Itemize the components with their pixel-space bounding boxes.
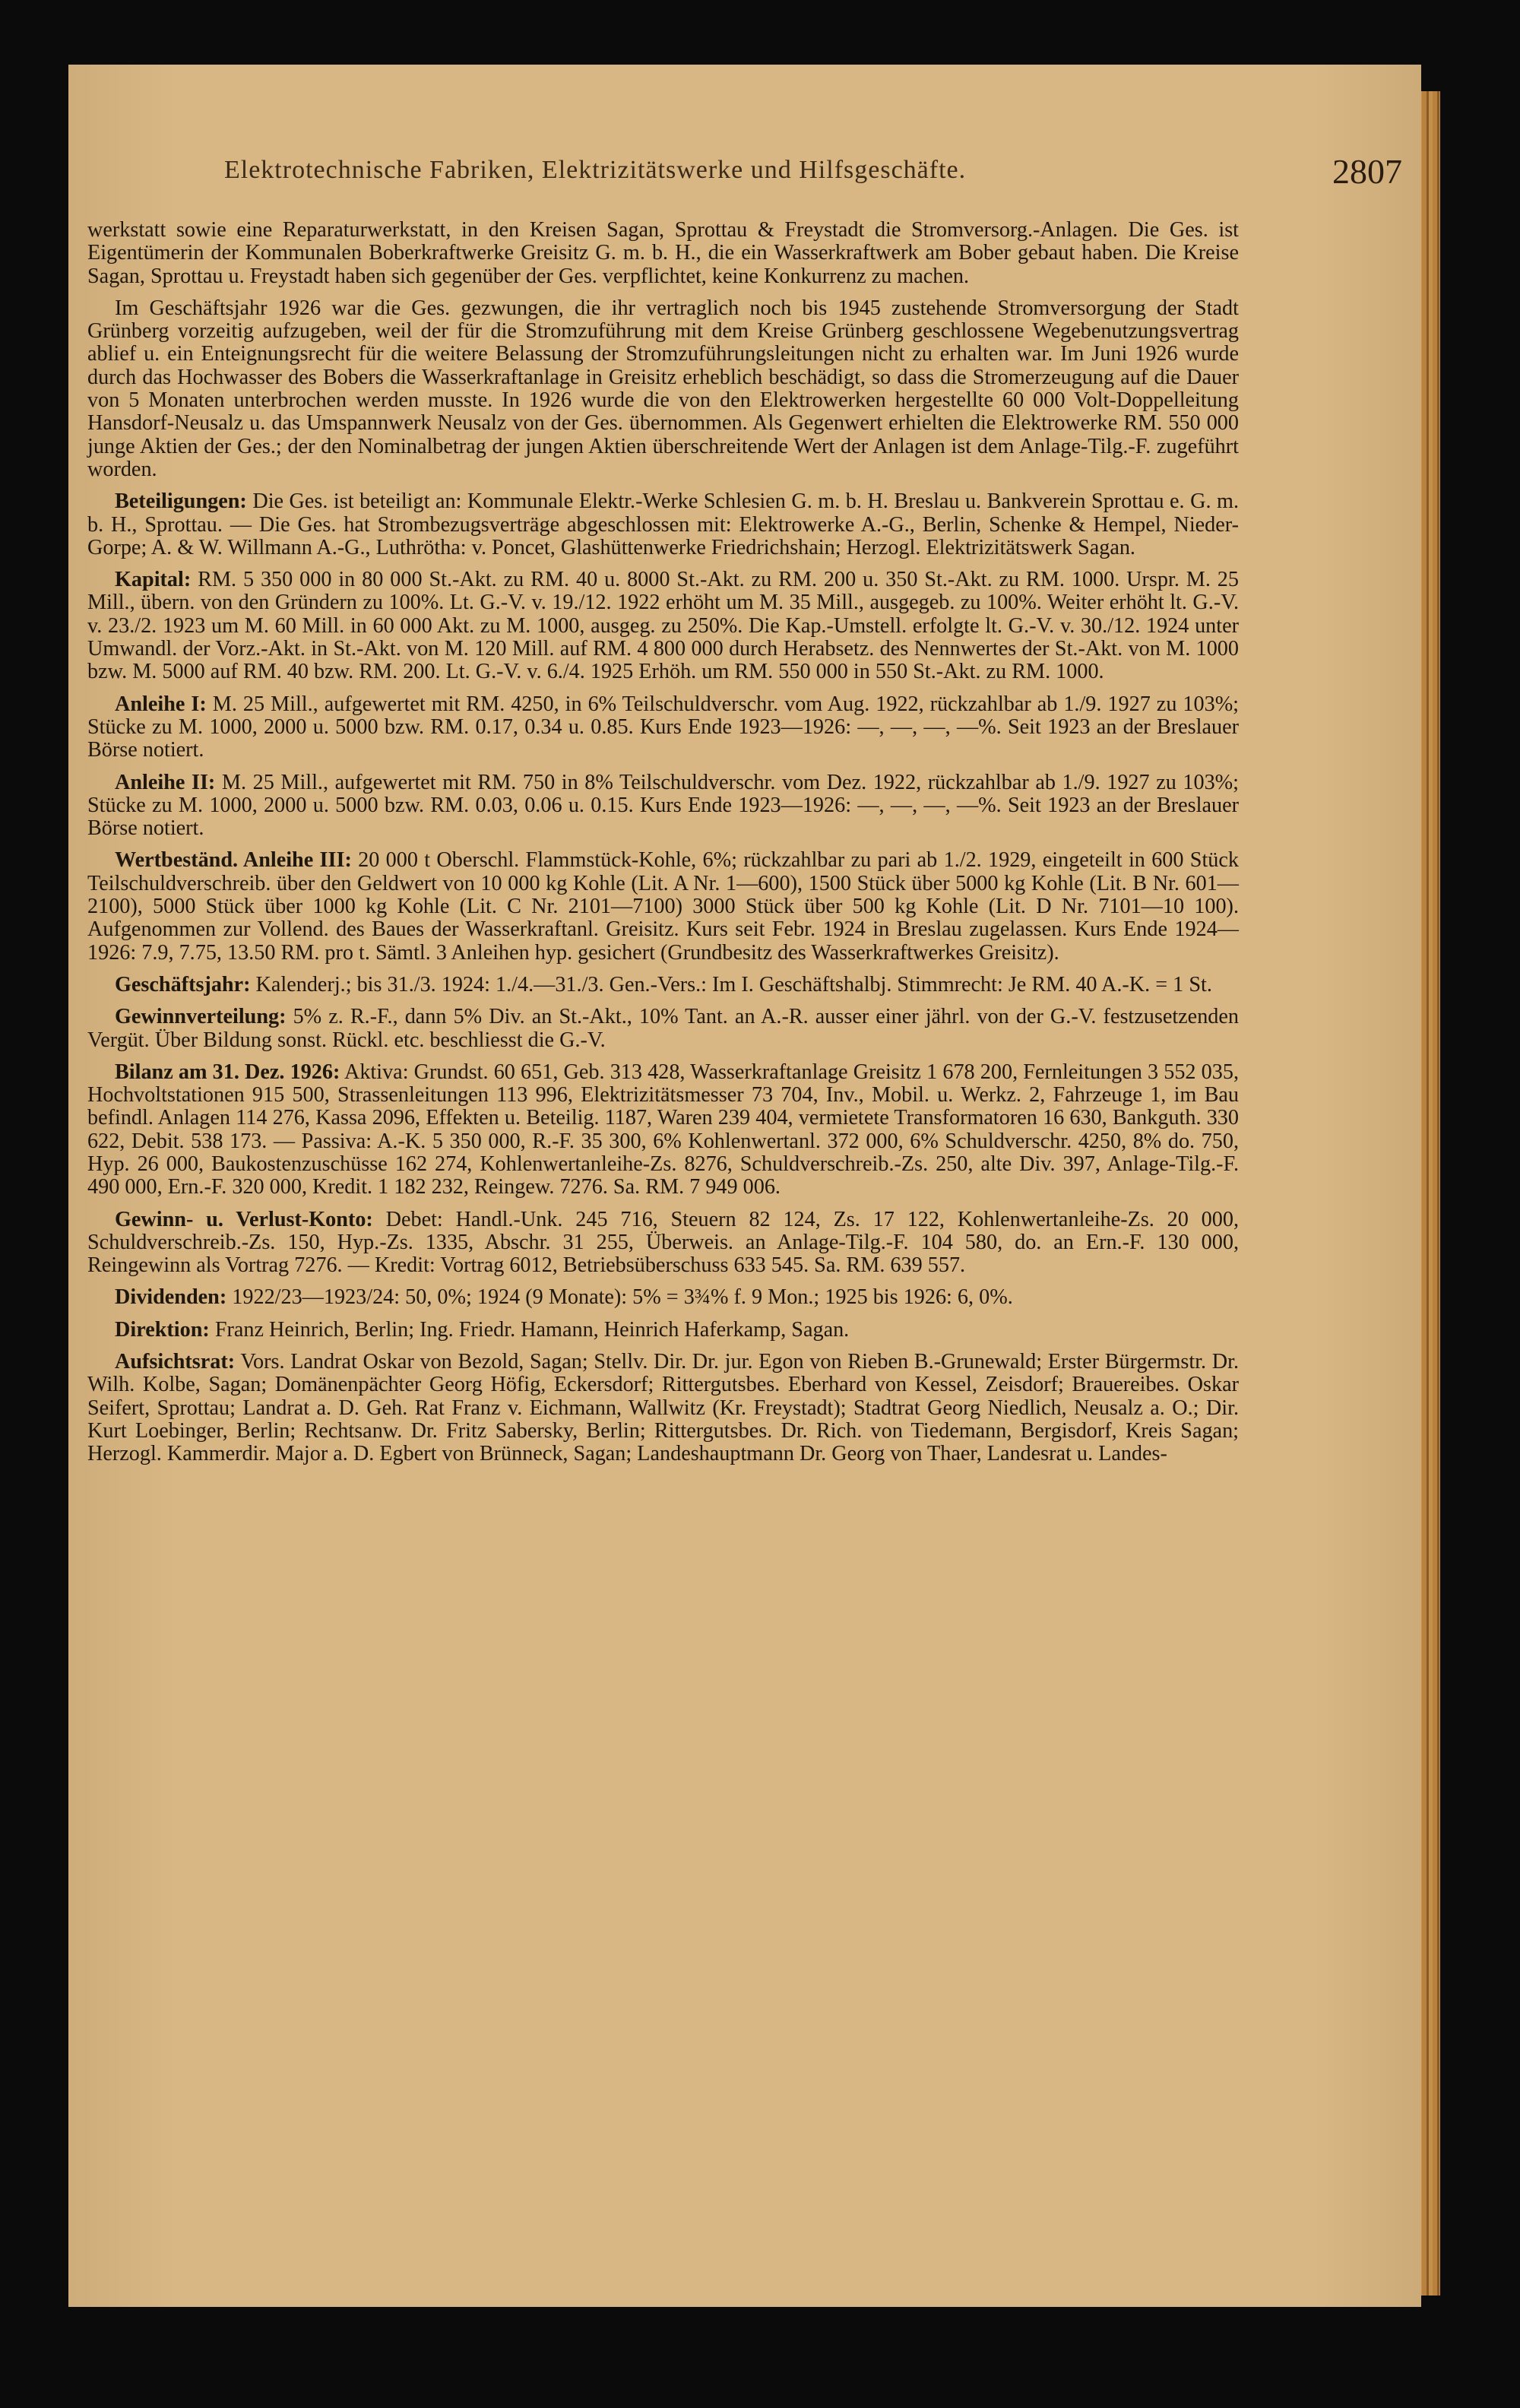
paragraph: Bilanz am 31. Dez. 1926: Aktiva: Grundst. 60 651, Geb. 313 428, Wasserkraftanlage Greisitz 1 678 200, Fernleitungen 3 552 035, Hochvoltstationen 915 500, Strassenleitungen 113 996, Elektrizitätsmesser 73 704, Inv., Mobil. u. Werkz. 2, Fahrzeuge 1, im Bau befindl. Anlagen 114 276, Kassa 2096, Effekten u. Beteilig. 1187, Waren 239 404, vermietete Transformatoren 16 630, Bankguth. 330 622, Debit. 538 173. — Passiva: A.-K. 5 350 000, R.-F. 35 300, 6% Kohlenwertanl. 372 000, 6% Schuldverschr. 4250, 8% do. 750, Hyp. 26 000, Baukostenzuschüsse 162 274, Kohlenwertanleihe-Zs. 8276, Schuldverschreib.-Zs. 250, alte Div. 397, Anlage-Tilg.-F. 490 000, Ern.-F. 320 000, Kredit. 1 182 232, Reingew. 7276. Sa. RM. 7 949 006.	[87, 1060, 1239, 1199]
paragraph: Gewinn- u. Verlust-Konto: Debet: Handl.-Unk. 245 716, Steuern 82 124, Zs. 17 122, Kohlenwertanleihe-Zs. 20 000, Schuldverschreib.-Zs. 150, Hyp.-Zs. 1335, Abschr. 31 255, Überweis. an Anlage-Tilg.-F. 104 580, do. an Ern.-F. 130 000, Reingewinn als Vortrag 7276. — Kredit: Vortrag 6012, Betriebsüberschuss 633 545. Sa. RM. 639 557.	[87, 1207, 1239, 1278]
paragraph: Direktion: Franz Heinrich, Berlin; Ing. Friedr. Hamann, Heinrich Haferkamp, Sagan.	[115, 1317, 850, 1342]
paragraph: Beteiligungen: Die Ges. ist beteiligt an: Kommunale Elektr.-Werke Schlesien G. m. b. H. Breslau u. Bankverein Sprottau e. G. m. b. H., Sprottau. — Die Ges. hat Strombezugsverträge abgeschlossen mit: Elektrowerke A.-G., Berlin, Schenke & Hempel, Nieder-Gorpe; A. & W. Willmann A.-G., Luthrötha: v. Poncet, Glashüttenwerke Friedrichshain; Herzogl. Elektrizitätswerk Sagan.	[87, 490, 1239, 559]
paragraph: werkstatt sowie eine Reparaturwerkstatt, in den Kreisen Sagan, Sprottau & Freystadt die Stromversorg.-Anlagen. Die Ges. ist Eigentümerin der Kommunalen Boberkraftwerke Greisitz G. m. b. H., die ein Wasserkraftwerk am Bober gebaut haben. Die Kreise Sagan, Sprottau u. Freystadt haben sich gegenüber der Ges. verpflichtet, keine Konkurrenz zu machen.	[87, 218, 1239, 288]
paragraph: Im Geschäftsjahr 1926 war die Ges. gezwungen, die ihr vertraglich noch bis 1945 zustehende Stromversorgung der Stadt Grünberg vorzeitig aufzugeben, weil der für die Stromzuführung mit dem Kreise Grünberg geschlossene Wegebenutzungsvertrag ablief u. ein Enteignungsrecht für die weitere Belassung der Stromzuführungsleitungen nicht zu erhalten war. Im Juni 1926 wurde durch das Hochwasser des Bobers die Wasserkraftanlage in Greisitz erheblich beschädigt, so dass die Stromerzeugung auf die Dauer von 5 Monaten unterbrochen werden musste. In 1926 wurde die von den Elektrowerken hergestellte 60 000 Volt-Doppelleitung Hansdorf-Neusalz u. das Umspannwerk Neusalz von der Ges. übernommen. Als Gegenwert erhielten die Elektrowerke RM. 550 000 junge Aktien der Ges.; der den Nominalbetrag der jungen Aktien überschreitende Wert der Anlagen ist dem Anlage-Tilg.-F. zugeführt worden.	[87, 296, 1239, 481]
paragraph: Anleihe I: M. 25 Mill., aufgewertet mit RM. 4250, in 6% Teilschuldverschr. vom Aug. 1922, rückzahlbar ab 1./9. 1927 zu 103%; Stücke zu M. 1000, 2000 u. 5000 bzw. RM. 0.17, 0.34 u. 0.85. Kurs Ende 1923—1926: —, —, —, —%. Seit 1923 an der Breslauer Börse notiert.	[87, 692, 1240, 762]
page-header	[156, 152, 1402, 201]
page-number: 2807	[1332, 152, 1402, 191]
paragraph: Aufsichtsrat: Vors. Landrat Oskar von Bezold, Sagan; Stellv. Dir. Dr. jur. Egon von Rieben B.-Grunewald; Erster Bürgermstr. Dr. Wilh. Kolbe, Sagan; Domänenpächter Georg Höfig, Eckersdorf; Rittergutsbes. Eberhard von Kessel, Zeisdorf; Brauereibes. Oskar Seifert, Sprottau; Landrat a. D. Geh. Rat Franz v. Eichmann, Wallwitz (Kr. Freystadt); Stadtrat Georg Niedlich, Neusalz a. O.; Dir. Kurt Loebinger, Berlin; Rechtsanw. Dr. Fritz Sabersky, Berlin; Rittergutsbes. Dr. Rich. von Tiedemann, Bergisdorf, Kreis Sagan; Herzogl. Kammerdir. Major a. D. Egbert von Brünneck, Sagan; Landeshauptmann Dr. Georg von Thaer, Landesrat u. Landes-	[87, 1350, 1239, 1466]
body-text	[87, 219, 1239, 1475]
paragraph: Anleihe II: M. 25 Mill., aufgewertet mit RM. 750 in 8% Teilschuldverschr. vom Dez. 1922, rückzahlbar ab 1./9. 1927 zu 103%; Stücke zu M. 1000, 2000 u. 5000 bzw. RM. 0.03, 0.06 u. 0.15. Kurs Ende 1923—1926: —, —, —, —%. Seit 1923 an der Breslauer Börse notiert.	[87, 770, 1239, 841]
paragraph: Kapital: RM. 5 350 000 in 80 000 St.-Akt. zu RM. 40 u. 8000 St.-Akt. zu RM. 200 u. 350 St.-Akt. zu RM. 1000. Urspr. M. 25 Mill., übern. von den Gründern zu 100%. Lt. G.-V. v. 19./12. 1922 erhöht um M. 35 Mill., ausgegeb. zu 100%. Weiter erhöht lt. G.-V. v. 23./2. 1923 um M. 60 Mill. in 60 000 Akt. zu M. 1000, ausgeg. zu 250%. Die Kap.-Umstell. erfolgte lt. G.-V. v. 30./12. 1924 unter Umwandl. der Vorz.-Akt. in St.-Akt. von M. 120 Mill. auf RM. 4 800 000 durch Herabsetz. des Nennwertes der St.-Akt. von M. 1000 bzw. M. 5000 auf RM. 40 bzw. RM. 200. Lt. G.-V. v. 6./4. 1925 Erhöh. um RM. 550 000 in 550 St.-Akt. zu RM. 1000.	[87, 568, 1239, 684]
paragraph: Wertbeständ. Anleihe III: 20 000 t Oberschl. Flammstück-Kohle, 6%; rückzahlbar zu pari ab 1./2. 1929, eingeteilt in 600 Stück Teilschuldverschreib. über den Geldwert von 10 000 kg Kohle (Lit. A Nr. 1—600), 1500 Stück über 5000 kg Kohle (Lit. B Nr. 601—2100), 5000 Stück über 1000 kg Kohle (Lit. C Nr. 2101—7100) 3000 Stück über 500 kg Kohle (Lit. D Nr. 7101—10 100). Aufgenommen zur Vollend. des Baues der Wasserkraftanl. Greisitz. Kurs seit Febr. 1924 in Breslau zugelassen. Kurs Ende 1924—1926: 7.9, 7.75, 13.50 RM. pro t. Sämtl. 3 Anleihen hyp. gesichert (Grundbesitz des Wasserkraftwerkes Greisitz).	[87, 848, 1240, 965]
paragraph: Gewinnverteilung: 5% z. R.-F., dann 5% Div. an St.-Akt., 10% Tant. an A.-R. ausser einer jährl. von der G.-V. festzusetzenden Vergüt. Über Bildung sonst. Rückl. etc. beschliesst die G.-V.	[87, 1005, 1239, 1052]
paragraph: Dividenden: 1922/23—1923/24: 50, 0%; 1924 (9 Monate): 5% = 3¾% f. 9 Mon.; 1925 bis 1926: 6, 0%.	[115, 1285, 1013, 1310]
paragraph: Geschäftsjahr: Kalenderj.; bis 31./3. 1924: 1./4.—31./3. Gen.-Vers.: Im I. Geschäftshalbj. Stimmrecht: Je RM. 40 A.-K. = 1 St.	[115, 972, 1212, 996]
running-title: Elektrotechnische Fabriken, Elektrizitätswerke und Hilfsgeschäfte.	[224, 156, 967, 184]
